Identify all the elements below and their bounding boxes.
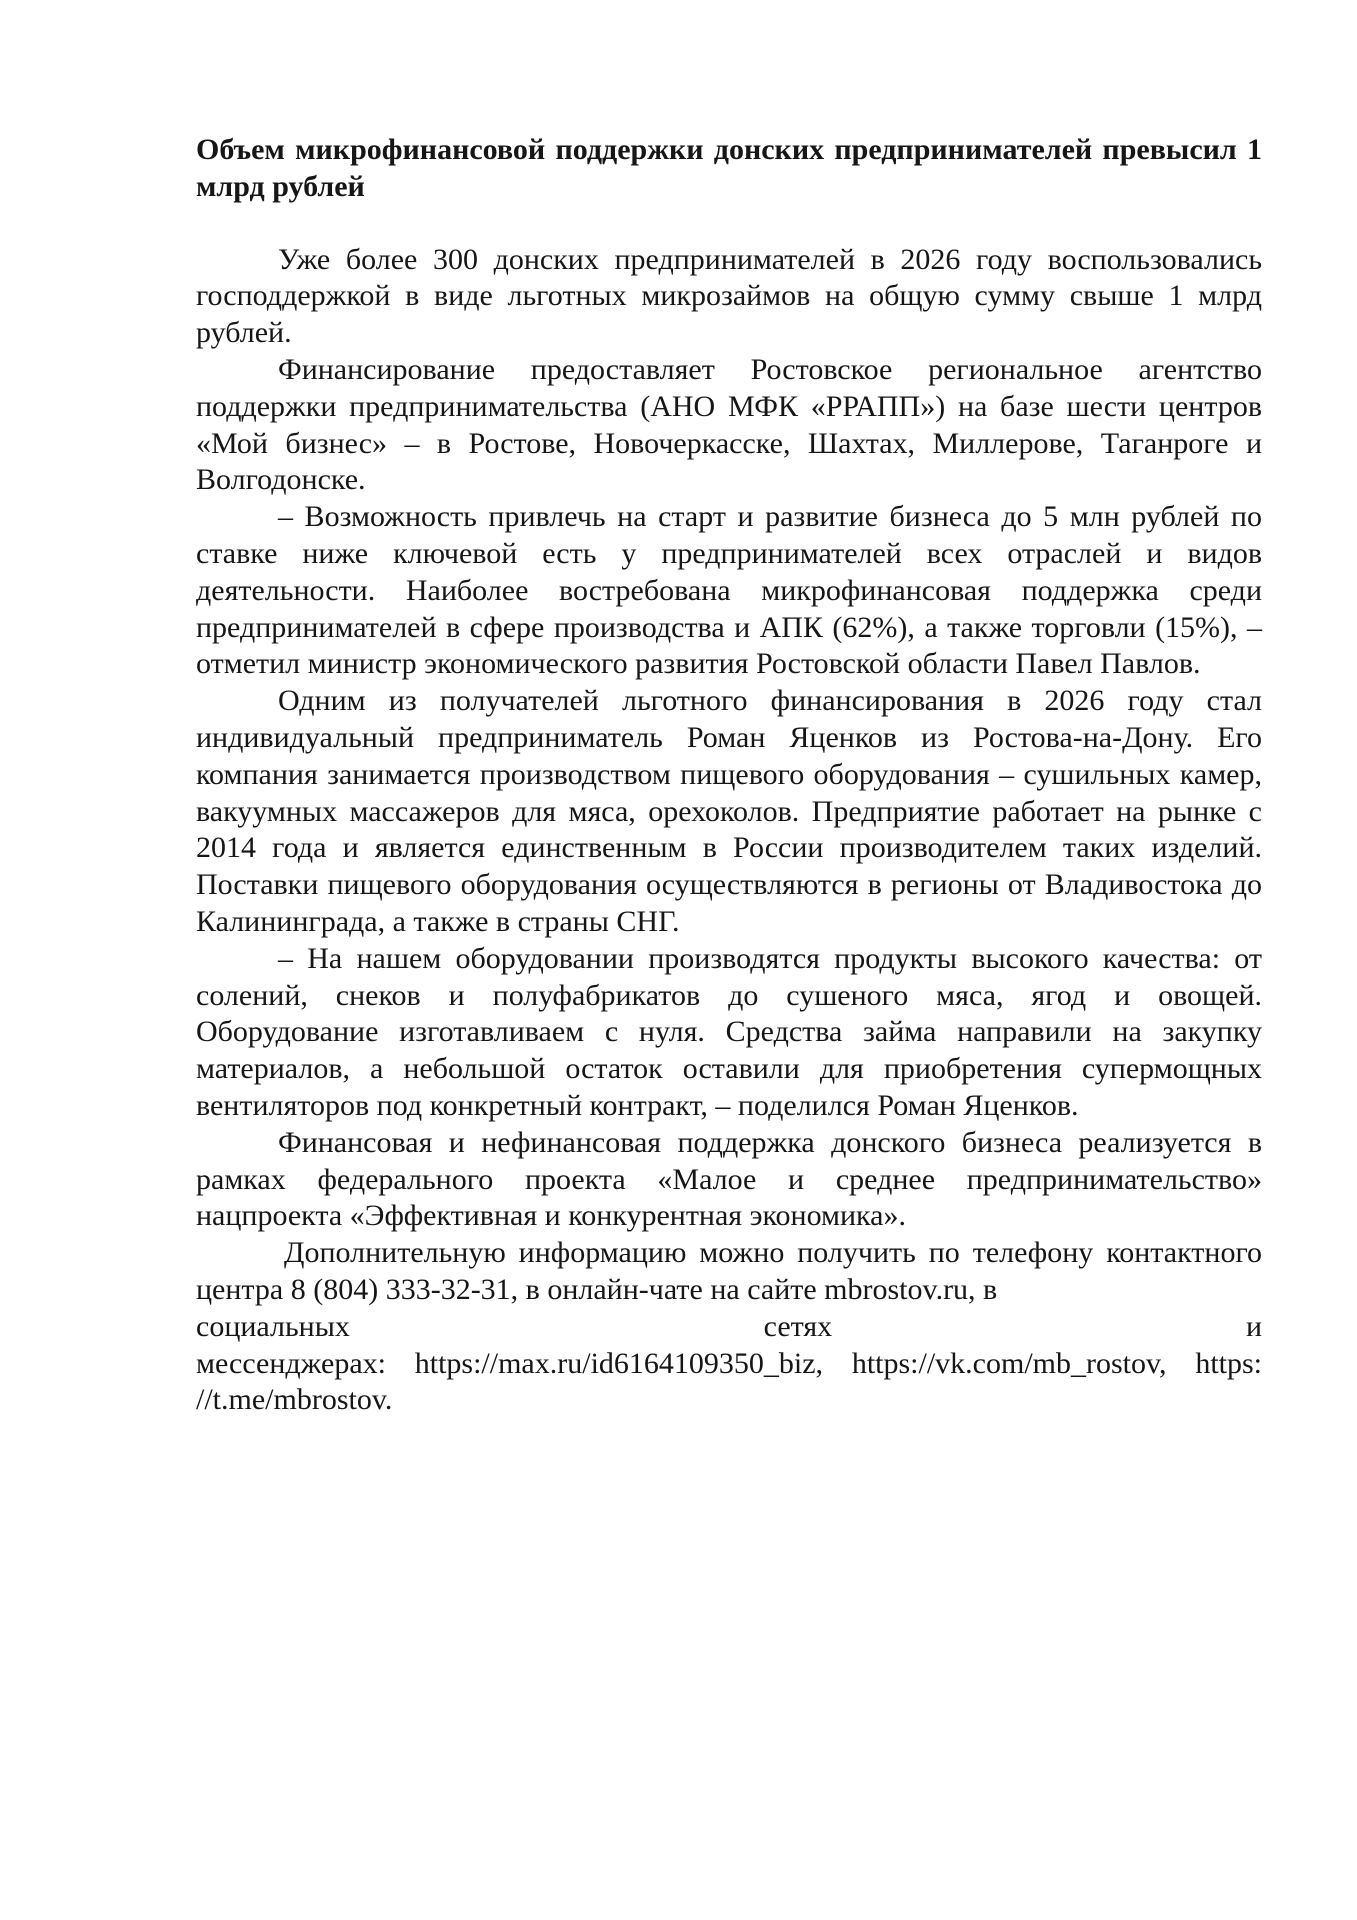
document-title: Объем микрофинансовой поддержки донских предпринимателей превысил 1 млрд рублей <box>196 133 1262 203</box>
contacts-social-line: социальных сетях и <box>196 1309 1262 1343</box>
paragraph-recipient-story: Одним из получателей льготного финансирования в 2026 году стал индивидуальный предприниматель Роман Яценков из Ростова-на-Дону. Его компания занимается производством пищевого оборудования – сушильных камер, вакуумных массажеров для мяса, орехоколов. Предприятие работает на рынке с 2014 года и является единственным в России производителем таких изделий. Поставки пищевого оборудования осуществляются в регионы от Владивостока до Калининграда, а также в страны СНГ. <box>196 684 1262 938</box>
paragraph-national-project: Финансовая и нефинансовая поддержка донского бизнеса реализуется в рамках федерального проекта «Малое и среднее предпринимательство» нацпроекта «Эффективная и конкурентная экономика». <box>196 1125 1262 1233</box>
paragraph-contacts <box>196 1235 1262 1419</box>
paragraph-financing: Финансирование предоставляет Ростовское региональное агентство поддержки предпринимательства (АНО МФК «РРАПП») на базе шести центров «Мой бизнес» – в Ростове, Новочеркасске, Шахтах, Миллерове, Таганроге и Волгодонске. <box>196 352 1262 497</box>
paragraph-intro: Уже более 300 донских предпринимателей в 2026 году воспользовались господдержкой в виде льготных микрозаймов на общую сумму свыше 1 млрд рублей. <box>196 242 1262 350</box>
paragraph-recipient-quote: – На нашем оборудовании производятся продукты высокого качества: от солений, снеков и полуфабрикатов до сушеного мяса, ягод и овощей. Оборудование изготавливаем с нуля. Средства займа направили на закупку материалов, а небольшой остаток оставили для приобретения супермощных вентиляторов под конкретный контракт, – поделился Роман Яценков. <box>196 941 1262 1122</box>
contacts-links: мессенджерах: https://max.ru/id6164109350_biz, https://vk.com/mb_rostov, https: //t.me/mbrostov. <box>196 1346 1262 1417</box>
document-body <box>196 132 1262 1419</box>
paragraph-minister-quote: – Возможность привлечь на старт и развитие бизнеса до 5 млн рублей по ставке ниже ключевой есть у предпринимателей всех отраслей и видов деятельности. Наиболее востребована микрофинансовая поддержка среди предпринимателей в сфере производства и АПК (62%), а также торговли (15%), – отметил министр экономического развития Ростовской области Павел Павлов. <box>196 500 1262 681</box>
contacts-intro: Дополнительную информацию можно получить по телефону контактного центра 8 (804) 333-32-31, в онлайн-чате на сайте mbrostov.ru, в <box>196 1236 1262 1306</box>
